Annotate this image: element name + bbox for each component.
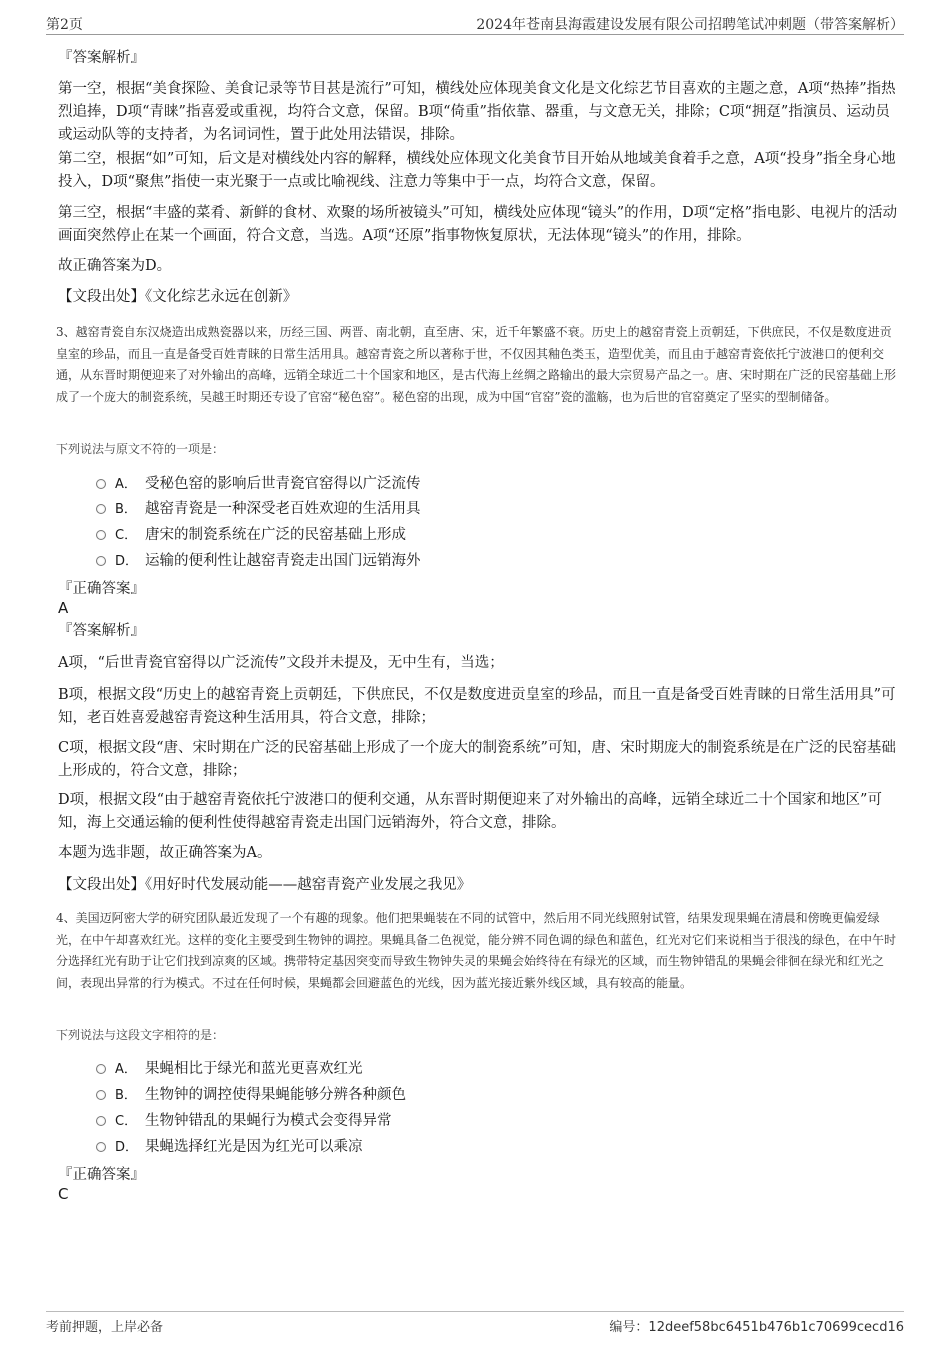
analysis-paragraph: B项，根据文段“历史上的越窑青瓷上贡朝廷，下供庶民，不仅是数度进贡皇室的珍品，而且一直是备受百姓青睐的日常生活用具”可知，老百姓喜爱越窑青瓷这种生活用具，符合文意，排除； <box>58 687 896 726</box>
option-b[interactable]: B． 越窑青瓷是一种深受老百姓欢迎的生活用具 <box>96 498 421 521</box>
document-title: 2024年苍南县海霞建设发展有限公司招聘笔试冲刺题（带答案解析） <box>476 17 904 33</box>
option-c[interactable]: C． 生物钟错乱的果蝇行为模式会变得异常 <box>96 1110 392 1133</box>
question-prompt: 下列说法与这段文字相符的是： <box>56 1028 225 1042</box>
option-d[interactable]: D． 运输的便利性让越窑青瓷走出国门远销海外 <box>96 550 421 573</box>
radio-icon[interactable] <box>96 1090 106 1100</box>
analysis-label: 『答案解析』 <box>58 623 145 639</box>
question-passage: 4、美国迈阿密大学的研究团队最近发现了一个有趣的现象。他们把果蝇装在不同的试管中，然后用不同光线照射试管，结果发现果蝇在清晨和傍晚更偏爱绿光，在中午却喜欢红光。这样的变化主要受到生物钟的调控。果蝇具备二色视觉，能分辨不同色调的绿色和蓝色，红光对它们来说相当于很浅的绿色，在中午时分选择红光有助于让它们找到凉爽的区域。携带特定基因突变而导致生物钟失灵的果蝇会始终待在有绿光的区域，而生物钟错乱的果蝇会徘徊在绿光和红光之间，表现出异常的行为模式。不过在任何时候，果蝇都会回避蓝色的光线，因为蓝光接近紫外线区域，具有较高的能量。 <box>56 911 897 990</box>
conclusion: 本题为选非题，故正确答案为A。 <box>58 845 272 861</box>
radio-icon[interactable] <box>96 556 106 566</box>
option-a[interactable]: A． 果蝇相比于绿光和蓝光更喜欢红光 <box>96 1058 363 1081</box>
option-b[interactable]: B． 生物钟的调控使得果蝇能够分辨各种颜色 <box>96 1084 406 1107</box>
radio-icon[interactable] <box>96 1064 106 1074</box>
analysis-label: 『答案解析』 <box>58 50 145 66</box>
document-id: 编号：12deef58bc6451b476b1c70699cecd16 <box>609 1320 904 1335</box>
footer-slogan: 考前押题，上岸必备 <box>46 1320 164 1335</box>
radio-icon[interactable] <box>96 479 106 489</box>
analysis-paragraph: 第一空，根据“美食探险、美食记录等节目甚是流行”可知，横线处应体现美食文化是文化综艺节目喜欢的主题之意，A项“热捧”指热烈追捧，D项“青睐”指喜爱或重视，均符合文意，保留。B项“倚重”指依靠、器重，与文意无关，排除；C项“拥趸”指演员、运动员或运动队等的支持者，为名词词性，置于此处用法错误，排除。 <box>58 81 896 143</box>
analysis-paragraph: C项，根据文段“唐、宋时期在广泛的民窑基础上形成了一个庞大的制瓷系统”可知，唐、宋时期庞大的制瓷系统是在广泛的民窑基础上形成的，符合文意，排除； <box>58 740 896 779</box>
conclusion: 故正确答案为D。 <box>58 258 172 274</box>
page-number: 第2页 <box>46 17 83 33</box>
correct-answer: C <box>58 1185 69 1203</box>
correct-answer-label: 『正确答案』 <box>58 581 145 597</box>
page-footer <box>46 1311 904 1337</box>
option-d[interactable]: D． 果蝇选择红光是因为红光可以乘凉 <box>96 1136 363 1159</box>
radio-icon[interactable] <box>96 530 106 540</box>
source-citation: 【文段出处】《文化综艺永远在创新》 <box>58 289 298 305</box>
option-c[interactable]: C． 唐宋的制瓷系统在广泛的民窑基础上形成 <box>96 524 406 547</box>
radio-icon[interactable] <box>96 1116 106 1126</box>
option-a[interactable]: A． 受秘色窑的影响后世青瓷官窑得以广泛流传 <box>96 473 421 496</box>
question-prompt: 下列说法与原文不符的一项是： <box>56 442 225 456</box>
correct-answer-label: 『正确答案』 <box>58 1167 145 1183</box>
page-header <box>46 14 904 35</box>
source-citation: 【文段出处】《用好时代发展动能——越窑青瓷产业发展之我见》 <box>58 877 472 893</box>
radio-icon[interactable] <box>96 504 106 514</box>
analysis-paragraph: 第二空，根据“如”可知，后文是对横线处内容的解释，横线处应体现文化美食节目开始从地域美食着手之意，A项“投身”指全身心地投入，D项“聚焦”指使一束光聚于一点或比喻视线、注意力等集中于一点，均符合文意，保留。 <box>58 151 896 190</box>
radio-icon[interactable] <box>96 1142 106 1152</box>
analysis-paragraph: D项，根据文段“由于越窑青瓷依托宁波港口的便利交通，从东晋时期便迎来了对外输出的高峰，远销全球近二十个国家和地区”可知，海上交通运输的便利性使得越窑青瓷走出国门远销海外，符合文意，排除。 <box>58 792 882 831</box>
analysis-paragraph: A项，“后世青瓷官窑得以广泛流传”文段并未提及，无中生有，当选； <box>58 655 504 671</box>
analysis-paragraph: 第三空，根据“丰盛的菜肴、新鲜的食材、欢聚的场所被镜头”可知，横线处应体现“镜头”的作用，D项“定格”指电影、电视片的活动画面突然停止在某一个画面，符合文意，当选。A项“还原”指事物恢复原状，无法体现“镜头”的作用，排除。 <box>58 205 898 244</box>
correct-answer: A <box>58 599 69 617</box>
question-passage: 3、越窑青瓷自东汉烧造出成熟瓷器以来，历经三国、两晋、南北朝，直至唐、宋，近千年繁盛不衰。历史上的越窑青瓷上贡朝廷，下供庶民，不仅是数度进贡皇室的珍品，而且一直是备受百姓青睐的日常生活用具。越窑青瓷之所以著称于世，不仅因其釉色类玉，造型优美，而且由于越窑青瓷依托宁波港口的便利交通，从东晋时期便迎来了对外输出的高峰，远销全球近二十个国家和地区，是古代海上丝绸之路输出的最大宗贸易产品之一。唐、宋时期在广泛的民窑基础上形成了一个庞大的制瓷系统，吴越王时期还专设了官窑“秘色窑”。秘色窑的出现，成为中国“官窑”瓷的滥觞，也为后世的官窑奠定了坚实的型制储备。 <box>56 325 897 404</box>
